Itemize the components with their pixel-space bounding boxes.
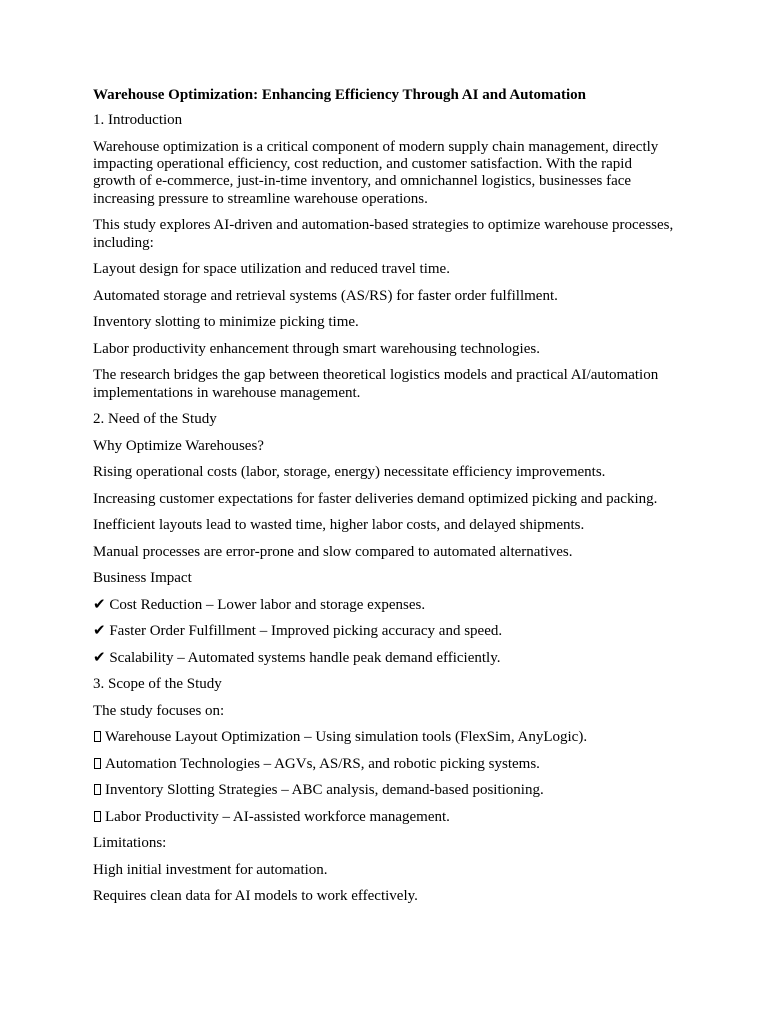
paragraph xyxy=(93,703,676,720)
paragraph xyxy=(93,112,676,129)
paragraph xyxy=(93,544,676,561)
paragraph xyxy=(93,809,676,826)
paragraph xyxy=(93,650,676,667)
paragraph-text: Increasing customer expectations for faster deliveries demand optimized picking and packing. xyxy=(93,490,658,507)
document-body xyxy=(93,112,676,905)
paragraph xyxy=(93,756,676,773)
paragraph xyxy=(93,623,676,640)
paragraph-text: Requires clean data for AI models to work effectively. xyxy=(93,888,418,905)
paragraph xyxy=(93,217,676,252)
paragraph-text: 3. Scope of the Study xyxy=(93,676,222,693)
missing-glyph-box-icon xyxy=(94,731,101,742)
paragraph xyxy=(93,517,676,534)
paragraph-text: High initial investment for automation. xyxy=(93,861,328,878)
paragraph xyxy=(93,491,676,508)
paragraph-text: Warehouse optimization is a critical component of modern supply chain management, directly impacting operational efficiency, cost reduction, and customer satisfaction. With the rapid growth of e-commerce, just-in-time inventory, and omnichannel logistics, businesses face increasing pressure to streamline warehouse operations. xyxy=(93,138,659,207)
paragraph-text: ✔ Faster Order Fulfillment – Improved picking accuracy and speed. xyxy=(93,623,503,640)
paragraph-text: Automated storage and retrieval systems (AS/RS) for faster order fulfillment. xyxy=(93,287,558,304)
paragraph xyxy=(93,411,676,428)
paragraph-text: This study explores AI-driven and automation-based strategies to optimize warehouse processes, including: xyxy=(93,217,674,251)
paragraph xyxy=(93,139,676,209)
missing-glyph-box-icon xyxy=(94,811,101,822)
paragraph xyxy=(93,676,676,693)
paragraph-text: Limitations: xyxy=(93,835,167,852)
paragraph xyxy=(93,288,676,305)
paragraph-text: Business Impact xyxy=(93,570,192,587)
paragraph-text: Layout design for space utilization and reduced travel time. xyxy=(93,261,450,278)
paragraph xyxy=(93,438,676,455)
paragraph xyxy=(93,464,676,481)
paragraph-text: ✔ Scalability – Automated systems handle peak demand efficiently. xyxy=(93,649,501,666)
paragraph xyxy=(93,888,676,905)
paragraph-text: Inventory Slotting Strategies – ABC analysis, demand-based positioning. xyxy=(105,782,544,799)
paragraph-text: Inventory slotting to minimize picking time. xyxy=(93,314,359,331)
paragraph xyxy=(93,835,676,852)
paragraph-text: Labor Productivity – AI-assisted workforce management. xyxy=(105,808,450,825)
paragraph xyxy=(93,341,676,358)
paragraph xyxy=(93,782,676,799)
paragraph xyxy=(93,570,676,587)
paragraph-text: Manual processes are error-prone and slow compared to automated alternatives. xyxy=(93,543,573,560)
document-title: Warehouse Optimization: Enhancing Efficiency Through AI and Automation xyxy=(93,87,587,103)
paragraph-text: Warehouse Layout Optimization – Using simulation tools (FlexSim, AnyLogic). xyxy=(105,729,588,746)
paragraph-text: Why Optimize Warehouses? xyxy=(93,437,264,454)
paragraph-text: Labor productivity enhancement through smart warehousing technologies. xyxy=(93,340,540,357)
paragraph-text: Rising operational costs (labor, storage, energy) necessitate efficiency improvements. xyxy=(93,464,606,481)
paragraph-text: 2. Need of the Study xyxy=(93,411,217,428)
paragraph-text: ✔ Cost Reduction – Lower labor and storage expenses. xyxy=(93,596,426,613)
paragraph xyxy=(93,261,676,278)
paragraph xyxy=(93,862,676,879)
paragraph-text: The research bridges the gap between theoretical logistics models and practical AI/automation implementations in warehouse management. xyxy=(93,367,659,401)
missing-glyph-box-icon xyxy=(94,758,101,769)
paragraph-text: 1. Introduction xyxy=(93,112,183,128)
paragraph-text: Inefficient layouts lead to wasted time, higher labor costs, and delayed shipments. xyxy=(93,517,585,534)
paragraph xyxy=(93,314,676,331)
missing-glyph-box-icon xyxy=(94,784,101,795)
paragraph-text: The study focuses on: xyxy=(93,702,225,719)
paragraph xyxy=(93,597,676,614)
paragraph xyxy=(93,367,676,402)
paragraph-text: Automation Technologies – AGVs, AS/RS, and robotic picking systems. xyxy=(105,755,540,772)
paragraph xyxy=(93,729,676,746)
